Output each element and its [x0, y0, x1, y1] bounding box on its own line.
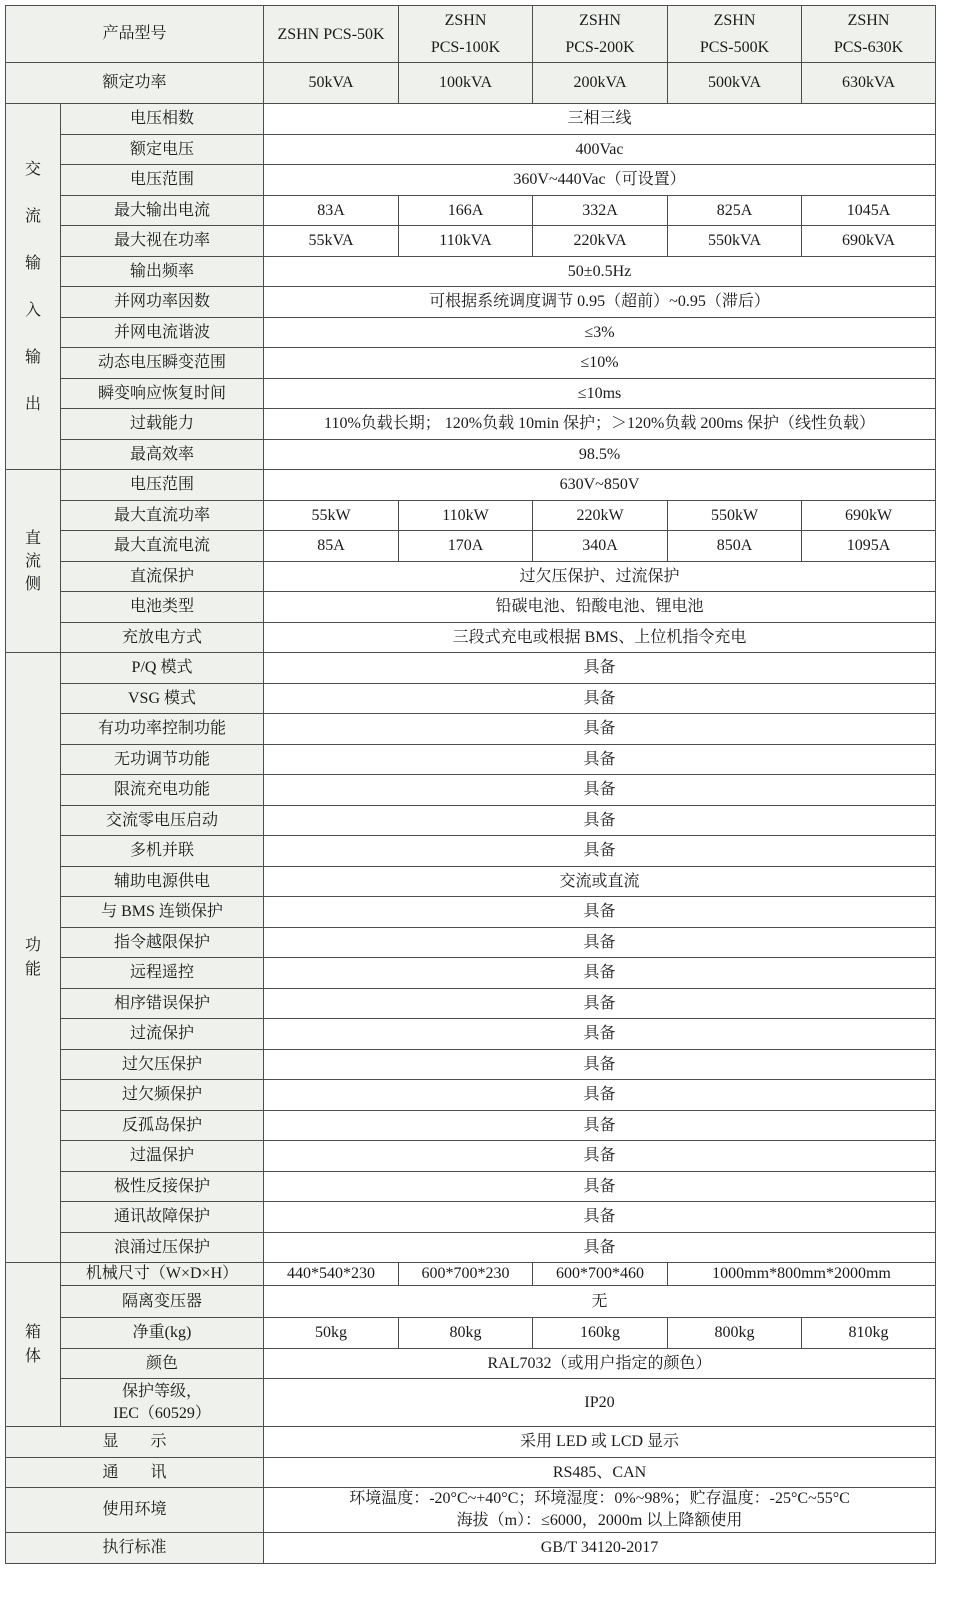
- spec-value: 三段式充电或根据 BMS、上位机指令充电: [264, 622, 936, 653]
- row-max-apparent-power: [6, 226, 936, 257]
- spec-value: 具备: [264, 1141, 936, 1172]
- spec-label: 并网电流谐波: [61, 317, 264, 348]
- model-header-100k: [399, 6, 533, 63]
- spec-label: 过流保护: [61, 1019, 264, 1050]
- spec-value: 630V~850V: [264, 470, 936, 501]
- spec-label: 最大视在功率: [61, 226, 264, 257]
- spec-value: 具备: [264, 836, 936, 867]
- spec-value: [264, 1488, 936, 1533]
- spec-value: 三相三线: [264, 104, 936, 135]
- spec-value: 铅碳电池、铅酸电池、锂电池: [264, 592, 936, 623]
- spec-value-500k: 825A: [668, 195, 802, 226]
- row-grid-current-harmonics: [6, 317, 936, 348]
- spec-value: 具备: [264, 714, 936, 745]
- spec-label: 颜色: [61, 1348, 264, 1379]
- row-isolation-transformer: [6, 1286, 936, 1318]
- spec-value-500k-630k: 1000mm*800mm*2000mm: [668, 1263, 936, 1286]
- spec-label: 与 BMS 连锁保护: [61, 897, 264, 928]
- spec-label: 有功功率控制功能: [61, 714, 264, 745]
- model-label: 产品型号: [6, 6, 264, 63]
- spec-value: 具备: [264, 897, 936, 928]
- spec-value: 具备: [264, 744, 936, 775]
- row-standard: [6, 1533, 936, 1564]
- spec-value-630k: 690kW: [802, 500, 936, 531]
- spec-value: 具备: [264, 775, 936, 806]
- spec-label: 交流零电压启动: [61, 805, 264, 836]
- row-communication-fault-protection: [6, 1202, 936, 1233]
- functions-group-label: 功能: [24, 936, 41, 978]
- spec-label: P/Q 模式: [61, 653, 264, 684]
- spec-label: 电压相数: [61, 104, 264, 135]
- row-command-limit-protection: [6, 927, 936, 958]
- model-name-line: PCS-200K: [565, 39, 635, 56]
- spec-label: 额定电压: [61, 134, 264, 165]
- spec-value: 具备: [264, 927, 936, 958]
- row-auxiliary-power-supply: [6, 866, 936, 897]
- row-ac-zero-voltage-start: [6, 805, 936, 836]
- spec-label: 使用环境: [6, 1488, 264, 1533]
- rated-power-500k: 500kVA: [668, 63, 802, 104]
- spec-value: IP20: [264, 1379, 936, 1427]
- spec-label: 电池类型: [61, 592, 264, 623]
- spec-value-50k: 55kW: [264, 500, 399, 531]
- dc-group-label: 直流侧: [24, 529, 41, 593]
- spec-value-line: 环境温度：-20°C~+40°C；环境湿度：0%~98%；贮存温度：-25°C~55°C: [349, 1490, 850, 1507]
- row-vsg-mode: [6, 683, 936, 714]
- spec-value: GB/T 34120-2017: [264, 1533, 936, 1564]
- spec-value: 过欠压保护、过流保护: [264, 561, 936, 592]
- spec-value: 110%负载长期； 120%负载 10min 保护；＞120%负载 200ms 保护（线性负载）: [264, 409, 936, 440]
- ac-group-cell: [6, 104, 61, 470]
- spec-label: 动态电压瞬变范围: [61, 348, 264, 379]
- model-name-line: ZSHN: [579, 12, 621, 29]
- spec-value: 具备: [264, 1019, 936, 1050]
- row-rated-voltage: [6, 134, 936, 165]
- spec-value: ≤3%: [264, 317, 936, 348]
- spec-value-500k: 550kW: [668, 500, 802, 531]
- model-name-line: ZSHN: [444, 12, 487, 29]
- model-name-line: ZSHN: [713, 12, 756, 29]
- row-dc-protection: [6, 561, 936, 592]
- spec-label: 并网功率因数: [61, 287, 264, 318]
- rated-power-label: 额定功率: [6, 63, 264, 104]
- spec-label: 充放电方式: [61, 622, 264, 653]
- spec-value: ≤10ms: [264, 378, 936, 409]
- spec-label: 过载能力: [61, 409, 264, 440]
- spec-value-50k: 83A: [264, 195, 399, 226]
- row-max-dc-power: [6, 500, 936, 531]
- spec-value: 采用 LED 或 LCD 显示: [264, 1427, 936, 1458]
- row-charge-discharge-mode: [6, 622, 936, 653]
- spec-label: 指令越限保护: [61, 927, 264, 958]
- spec-value-500k: 800kg: [668, 1318, 802, 1349]
- row-dynamic-voltage-transient: [6, 348, 936, 379]
- spec-label: 过温保护: [61, 1141, 264, 1172]
- spec-label: 最大输出电流: [61, 195, 264, 226]
- spec-value: 具备: [264, 1171, 936, 1202]
- row-max-efficiency: [6, 439, 936, 470]
- model-name-line: ZSHN: [847, 12, 890, 29]
- row-voltage-phases: [6, 104, 936, 135]
- spec-value: 具备: [264, 1232, 936, 1263]
- cabinet-group-cell: [6, 1263, 61, 1427]
- spec-value: 360V~440Vac（可设置）: [264, 165, 936, 196]
- cabinet-group-label: 箱体: [24, 1323, 41, 1365]
- spec-value-50k: 440*540*230: [264, 1263, 399, 1286]
- spec-label: 辅助电源供电: [61, 866, 264, 897]
- row-dc-voltage-range: [6, 470, 936, 501]
- spec-label: 最高效率: [61, 439, 264, 470]
- row-overcurrent-protection: [6, 1019, 936, 1050]
- row-current-limit-charging: [6, 775, 936, 806]
- ac-group-label: 交流输入输出: [24, 160, 41, 413]
- model-header-50k: [264, 6, 399, 63]
- row-dimensions: [6, 1263, 936, 1286]
- spec-label: 极性反接保护: [61, 1171, 264, 1202]
- spec-value: 具备: [264, 653, 936, 684]
- spec-value-200k: 600*700*460: [533, 1263, 668, 1286]
- row-phase-sequence-protection: [6, 988, 936, 1019]
- model-name-line: ZSHN PCS-50K: [277, 25, 385, 43]
- spec-value-630k: 1045A: [802, 195, 936, 226]
- row-overload-capacity: [6, 409, 936, 440]
- spec-label: 反孤岛保护: [61, 1110, 264, 1141]
- spec-value: 具备: [264, 988, 936, 1019]
- spec-value: 具备: [264, 805, 936, 836]
- spec-label: 通 讯: [6, 1457, 264, 1488]
- model-name-line: PCS-100K: [430, 39, 501, 56]
- dc-group-cell: [6, 470, 61, 653]
- model-header-500k: [668, 6, 802, 63]
- spec-label: 电压范围: [61, 470, 264, 501]
- spec-value-200k: 220kW: [533, 500, 668, 531]
- spec-label: 显 示: [6, 1427, 264, 1458]
- spec-label: [61, 1379, 264, 1427]
- row-multi-unit-parallel: [6, 836, 936, 867]
- spec-label-line: IEC（60529）: [113, 1404, 211, 1422]
- rated-power-200k: 200kVA: [533, 63, 668, 104]
- spec-value: 无: [264, 1286, 936, 1318]
- row-output-frequency: [6, 256, 936, 287]
- row-protection-rating: [6, 1379, 936, 1427]
- row-max-output-current: [6, 195, 936, 226]
- spec-value-630k: 690kVA: [802, 226, 936, 257]
- spec-value: 具备: [264, 1202, 936, 1233]
- spec-value-100k: 166A: [399, 195, 533, 226]
- row-active-power-control: [6, 714, 936, 745]
- spec-label: 机械尺寸（W×D×H）: [61, 1263, 264, 1286]
- spec-value-500k: 550kVA: [668, 226, 802, 257]
- model-name-line: PCS-500K: [699, 39, 770, 56]
- spec-value-630k: 810kg: [802, 1318, 936, 1349]
- spec-value-500k: 850A: [668, 531, 802, 562]
- row-net-weight: [6, 1318, 936, 1349]
- spec-label: 远程遥控: [61, 958, 264, 989]
- row-over-under-voltage-protection: [6, 1049, 936, 1080]
- spec-value: 具备: [264, 958, 936, 989]
- spec-label: 直流保护: [61, 561, 264, 592]
- spec-label: 隔离变压器: [61, 1286, 264, 1318]
- spec-label: 过欠频保护: [61, 1080, 264, 1111]
- spec-label: 最大直流功率: [61, 500, 264, 531]
- functions-group-cell: [6, 653, 61, 1263]
- row-environment: [6, 1488, 936, 1533]
- spec-label: 无功调节功能: [61, 744, 264, 775]
- spec-value-100k: 170A: [399, 531, 533, 562]
- spec-label: 输出频率: [61, 256, 264, 287]
- spec-label: 执行标准: [6, 1533, 264, 1564]
- model-header-630k: [802, 6, 936, 63]
- row-ac-voltage-range: [6, 165, 936, 196]
- spec-label: 通讯故障保护: [61, 1202, 264, 1233]
- spec-value: 98.5%: [264, 439, 936, 470]
- row-bms-interlock-protection: [6, 897, 936, 928]
- row-color: [6, 1348, 936, 1379]
- model-header-200k: [533, 6, 668, 63]
- row-over-temperature-protection: [6, 1141, 936, 1172]
- spec-value-100k: 80kg: [399, 1318, 533, 1349]
- spec-value-100k: 600*700*230: [399, 1263, 533, 1286]
- spec-label: 最大直流电流: [61, 531, 264, 562]
- spec-value: 可根据系统调度调节 0.95（超前）~0.95（滞后）: [264, 287, 936, 318]
- spec-value-100k: 110kW: [399, 500, 533, 531]
- spec-label: 净重(kg): [61, 1318, 264, 1349]
- spec-label: 相序错误保护: [61, 988, 264, 1019]
- spec-label-line: 保护等级，: [122, 1382, 203, 1400]
- spec-value-200k: 160kg: [533, 1318, 668, 1349]
- model-name-line: PCS-630K: [833, 39, 904, 56]
- row-reverse-polarity-protection: [6, 1171, 936, 1202]
- row-grid-power-factor: [6, 287, 936, 318]
- spec-value: 具备: [264, 683, 936, 714]
- spec-value: RAL7032（或用户指定的颜色）: [264, 1348, 936, 1379]
- spec-value-200k: 332A: [533, 195, 668, 226]
- spec-value: 50±0.5Hz: [264, 256, 936, 287]
- spec-value-line: 海拔（m）：≤6000，2000m 以上降额使用: [456, 1512, 743, 1529]
- row-communication: [6, 1457, 936, 1488]
- row-display: [6, 1427, 936, 1458]
- spec-value: 交流或直流: [264, 866, 936, 897]
- spec-value-200k: 220kVA: [533, 226, 668, 257]
- spec-label: 瞬变响应恢复时间: [61, 378, 264, 409]
- spec-value: 400Vac: [264, 134, 936, 165]
- row-reactive-power-regulation: [6, 744, 936, 775]
- spec-label: 限流充电功能: [61, 775, 264, 806]
- spec-table: [5, 5, 936, 1564]
- row-battery-type: [6, 592, 936, 623]
- rated-power-50k: 50kVA: [264, 63, 399, 104]
- rated-power-row: [6, 63, 936, 104]
- row-pq-mode: [6, 653, 936, 684]
- row-anti-islanding-protection: [6, 1110, 936, 1141]
- spec-label: VSG 模式: [61, 683, 264, 714]
- spec-value: 具备: [264, 1110, 936, 1141]
- row-remote-control: [6, 958, 936, 989]
- spec-value: 具备: [264, 1049, 936, 1080]
- spec-label: 浪涌过压保护: [61, 1232, 264, 1263]
- row-over-under-frequency-protection: [6, 1080, 936, 1111]
- spec-label: 多机并联: [61, 836, 264, 867]
- spec-value-200k: 340A: [533, 531, 668, 562]
- row-max-dc-current: [6, 531, 936, 562]
- row-transient-recovery-time: [6, 378, 936, 409]
- spec-label: 过欠压保护: [61, 1049, 264, 1080]
- spec-value: 具备: [264, 1080, 936, 1111]
- spec-label: 电压范围: [61, 165, 264, 196]
- spec-value: RS485、CAN: [264, 1457, 936, 1488]
- row-surge-protection: [6, 1232, 936, 1263]
- rated-power-630k: 630kVA: [802, 63, 936, 104]
- spec-value-50k: 55kVA: [264, 226, 399, 257]
- spec-value-630k: 1095A: [802, 531, 936, 562]
- spec-value-100k: 110kVA: [399, 226, 533, 257]
- rated-power-100k: 100kVA: [399, 63, 533, 104]
- spec-value-50k: 50kg: [264, 1318, 399, 1349]
- header-model-row: [6, 6, 936, 63]
- spec-value-50k: 85A: [264, 531, 399, 562]
- spec-value: ≤10%: [264, 348, 936, 379]
